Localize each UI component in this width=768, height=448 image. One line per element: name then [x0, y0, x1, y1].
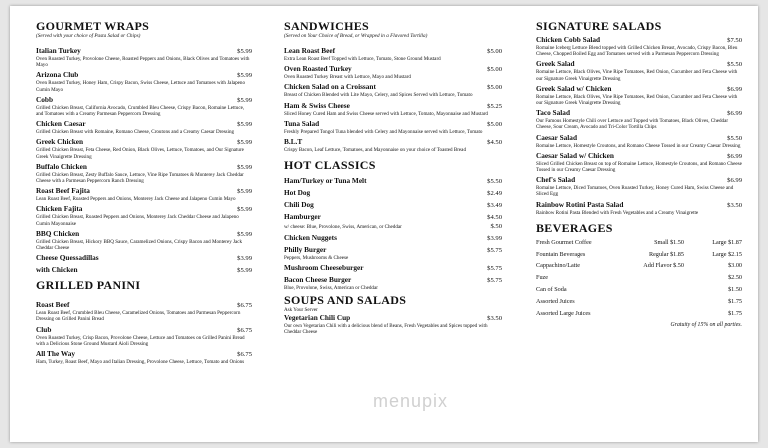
menu-item-name: Greek Salad w/ Chicken — [536, 83, 612, 93]
menu-item-desc: Oven Roasted Turkey Breast with Lettuce, Mayo and Mustard — [284, 74, 411, 81]
menu-item-desc: Oven Roasted Turkey, Honey Ham, Crispy Bacon, Swiss Cheese, Lettuce and Tomatoes with Jalapeno Cumin Mayo — [36, 80, 246, 93]
soups-salads-subtitle: Ask Your Server — [284, 306, 318, 313]
menu-item — [536, 35, 742, 57]
menu-item-row — [36, 349, 252, 359]
beverage-name: Assorted Large Juices — [536, 309, 591, 317]
beverage-price: Large $2.15 — [712, 250, 742, 258]
menu-item-row — [284, 176, 502, 186]
menu-item-row — [284, 119, 502, 129]
menu-item-price: $5.75 — [487, 265, 502, 273]
menu-item-price: $3.50 — [727, 201, 742, 209]
menu-item-name: Ham/Turkey or Tuna Melt — [284, 176, 367, 186]
menu-item-desc: Romaine Lettuce, Diced Tomatoes, Oven Roasted Turkey, Honey Cured Ham, Swiss Cheese and Sliced Egg — [536, 185, 734, 198]
menu-item-name: Chicken Nuggets — [284, 233, 337, 243]
menu-item — [284, 188, 502, 198]
menu-item — [284, 137, 502, 153]
menu-item — [536, 133, 742, 149]
menu-item-desc: Romaine Lettuce, Homestyle Croutons, and Romano Cheese Tossed in our Creamy Caesar Dressing — [536, 142, 741, 149]
menu-item-name: Ham & Swiss Cheese — [284, 100, 350, 110]
menu-item — [284, 82, 502, 98]
menu-item-price: $5.99 — [237, 72, 252, 80]
menu-item-price: $5.99 — [237, 139, 252, 147]
menu-item-price: $5.00 — [487, 48, 502, 55]
signature-salads-list — [536, 35, 742, 216]
menu-item-price: $3.49 — [487, 202, 502, 210]
menu-item-desc: Grilled Chicken Breast, Zesty Buffalo Sauce, Lettuce, Vine Ripe Tomatoes & Monterey Jack Cheddar Cheese with a Parmesan Peppercorn Ranch Dressing — [36, 171, 244, 185]
menu-item-row — [36, 186, 252, 196]
menu-item-name: Greek Salad — [536, 59, 575, 69]
menu-item — [36, 119, 252, 135]
menu-item-row — [36, 204, 252, 214]
menu-item-desc: Grilled Chicken Breast with Romaine, Romano Cheese, Croutons and a Creamy Caesar Dressing — [36, 129, 235, 136]
watermark-logo: menupix — [373, 391, 449, 411]
menu-item-desc: Peppers, Mushrooms & Cheese — [284, 255, 349, 262]
menu-item — [36, 229, 252, 251]
menu-item-price: $5.00 — [487, 66, 502, 74]
menu-item-desc: Freshly Prepared Tongol Tuna blended with Celery and Mayonnaise served with Lettuce, Tomato — [284, 128, 483, 135]
menu-item-price: $7.50 — [727, 37, 742, 44]
menu-item-desc: Ham, Turkey, Roast Beef, Mayo and Italian Dressing, Provolone Cheese, Lettuce, Tomato and Onions — [36, 359, 245, 366]
menu-item-name: Chicken Cobb Salad — [536, 35, 601, 44]
menu-item-desc: Romaine Lettuce, Black Olives, Vine Ripe Tomatoes, Red Onion, Cucumber and Feta Cheese with our Signature Greek Vinaigrette Dressing — [536, 93, 738, 107]
menu-item-price: $5.99 — [237, 163, 252, 171]
menu-item-name: Mushroom Cheeseburger — [284, 263, 364, 273]
grilled-panini-list — [36, 300, 252, 365]
hot-classics-heading: HOT CLASSICS — [284, 158, 376, 173]
beverage-size-price: Small $1.50 — [654, 238, 684, 246]
menu-item-price: $4.50 — [487, 139, 502, 147]
signature-salads-heading: SIGNATURE SALADS — [536, 19, 662, 33]
menu-item — [36, 265, 252, 275]
menu-item-desc: Grilled Chicken Breast, California Avocado, Crumbled Bleu Cheese, Crispy Bacon, Romaine Lettuce, and Tomatoes with a Creamy Parmesan Peppercorn Dressing — [36, 104, 245, 118]
menu-item — [536, 84, 742, 106]
beverages-list — [536, 237, 742, 320]
beverage-size-price: Add Flavor $.50 — [643, 262, 684, 270]
menu-item-name: Caesar Salad — [536, 132, 578, 142]
beverage-name: Fuze — [536, 274, 549, 282]
menu-item-desc: Crispy Bacon, Leaf Lettuce, Tomatoes, and Mayonnaise on your choice of Toasted Bread — [284, 147, 466, 154]
menu-item-name: Hot Dog — [284, 188, 311, 198]
menu-item-desc: Romaine Iceberg Lettuce Blend topped with Grilled Chicken Breast, Avocado, Crispy Bacon, Bleu Cheese, Chopped Boiled Egg and Tomatoes served with a Parmesan Peppercorn Dressing — [536, 45, 738, 58]
beverage-name: Fountain Beverages — [536, 250, 586, 258]
menu-item-price: $5.99 — [237, 188, 252, 196]
menu-item-row — [36, 229, 252, 239]
menu-item-row — [536, 59, 742, 69]
menu-page — [10, 6, 758, 442]
menu-item-row — [284, 212, 502, 222]
menu-item-price: $5.99 — [237, 121, 252, 129]
menu-item-row — [284, 188, 502, 198]
beverage-row — [536, 296, 742, 308]
menu-item — [536, 151, 742, 173]
menu-item-row — [284, 275, 502, 285]
menu-item-price: $6.99 — [727, 152, 742, 160]
menu-item — [284, 275, 502, 291]
menu-item-row — [284, 313, 502, 323]
beverage-name: Assorted Juices — [536, 297, 575, 305]
menu-item-row — [36, 137, 252, 147]
menu-item-row — [36, 265, 252, 275]
menu-item-desc: Sliced Grilled Chicken Breast on top of Romaine Lettuce, Homestyle Croutons, and Romano Cheese Tossed in our Creamy Caesar Dressing — [536, 160, 742, 174]
menu-item-row — [284, 137, 502, 147]
menu-item-extra-row — [284, 222, 502, 231]
menu-item — [284, 263, 502, 273]
menu-item-price: $5.75 — [487, 277, 502, 285]
menu-item-row — [536, 84, 742, 94]
beverage-price: $1.50 — [728, 286, 742, 294]
beverages-heading: BEVERAGES — [536, 220, 613, 235]
menu-item-name: Taco Salad — [536, 108, 570, 118]
menu-item-name: Chef's Salad — [536, 175, 576, 185]
menu-item-price: $3.50 — [487, 314, 502, 322]
menu-item — [284, 233, 502, 243]
menu-item-price: $5.99 — [237, 96, 252, 104]
menu-item-name: Bacon Cheese Burger — [284, 275, 352, 285]
menu-item-name: with Chicken — [36, 265, 78, 275]
beverage-row — [536, 284, 742, 296]
menu-item-price: $5.99 — [237, 267, 252, 275]
menu-item-row — [536, 133, 742, 143]
sandwiches-heading: SANDWICHES — [284, 19, 370, 33]
menu-item-price: $5.75 — [487, 247, 502, 255]
menu-item — [36, 253, 252, 263]
menu-item-name: Arizona Club — [36, 70, 79, 80]
menu-item-name: Caesar Salad w/ Chicken — [536, 150, 614, 160]
menu-item — [284, 119, 502, 135]
menu-item-price: $5.00 — [487, 84, 502, 92]
menu-item-desc: Grilled Chicken Breast, Hickory BBQ Sauce, Caramelized Onions, Crispy Bacon and Monterey Jack Cheddar Cheese — [36, 238, 243, 252]
menu-item-name: Greek Chicken — [36, 137, 84, 147]
menu-item — [36, 70, 252, 92]
menu-item-price: $6.75 — [237, 302, 252, 310]
menu-item-row — [36, 70, 252, 80]
menu-item-price: $3.99 — [487, 235, 502, 243]
menu-item-desc: Lean Roast Beef, Roasted Peppers and Onions, Monterey Jack Cheese and Jalapeno Cumin Mayo — [36, 196, 236, 203]
menu-item-price: $5.00 — [487, 120, 502, 128]
menu-item-price: $5.99 — [237, 230, 252, 238]
beverage-price: $3.00 — [728, 262, 742, 270]
menu-item — [536, 200, 742, 216]
beverage-row — [536, 249, 742, 261]
menu-item-price: $3.99 — [237, 255, 252, 263]
menu-item — [36, 325, 252, 347]
menu-item-price: $6.75 — [237, 351, 252, 359]
beverage-row — [536, 237, 742, 249]
menu-item-row — [284, 64, 502, 74]
menu-item-name: Chili Dog — [284, 200, 314, 210]
menu-item — [284, 212, 502, 231]
menu-item-desc: Grilled Chicken Breast, Roasted Peppers and Onions, Monterey Jack Cheddar Cheese and Jalapeno Cumin Mayonnaise — [36, 214, 239, 227]
menu-item-name: Roast Beef Fajita — [36, 186, 90, 196]
menu-item-desc: Oven Roasted Turkey, Crisp Bacon, Provolone Cheese, Lettuce and Tomatoes on Grilled Panini Bread with a Delicious Stone Ground Mustard Aioli Dressing — [36, 334, 245, 347]
menu-item — [536, 108, 742, 130]
beverage-row — [536, 308, 742, 320]
menu-item-name: Chicken Caesar — [36, 119, 86, 129]
menu-item-row — [36, 46, 252, 56]
menu-item — [36, 204, 252, 226]
hot-classics-list — [284, 176, 502, 291]
menu-item-desc: Lean Roast Beef, Crumbled Bleu Cheese, Caramelized Onions, Tomatoes and Parmesan Peppercorn Dressing on Grilled Panini Bread — [36, 310, 241, 323]
menu-item-price: $5.25 — [487, 102, 502, 110]
menu-item-name: Lean Roast Beef — [284, 46, 336, 55]
menu-item-price: $5.50 — [727, 134, 742, 142]
menu-item-extra-price: $.50 — [490, 223, 502, 231]
beverage-price: $1.75 — [728, 309, 742, 317]
menu-item-name: Vegetarian Chili Cup — [284, 312, 351, 322]
gourmet-wraps-subtitle: (Served with your choice of Pasta Salad or Chips) — [36, 33, 141, 39]
menu-item-name: BBQ Chicken — [36, 228, 80, 238]
menu-item-name: B.L.T — [284, 137, 303, 147]
menu-item-price: $5.50 — [727, 61, 742, 69]
menu-item-price: $6.75 — [237, 326, 252, 334]
menu-item-row — [284, 263, 502, 273]
menu-item — [36, 349, 252, 365]
beverage-size-price: Regular $1.85 — [648, 250, 684, 258]
menu-item-name: Cobb — [36, 94, 54, 104]
menu-item-name: Cheese Quessadillas — [36, 253, 99, 263]
menu-item-name: Buffalo Chicken — [36, 161, 87, 171]
menu-item — [284, 313, 502, 335]
menu-item — [284, 245, 502, 261]
menu-item-name: Oven Roasted Turkey — [284, 64, 352, 74]
menu-item-price: $6.99 — [727, 110, 742, 118]
menu-item-row — [36, 162, 252, 172]
menu-item-price: $5.50 — [487, 178, 502, 186]
menu-item-price: $5.99 — [237, 206, 252, 214]
beverage-name: Fresh Gourmet Coffee — [536, 238, 592, 246]
column-middle — [284, 20, 502, 337]
menu-item-name: Rainbow Rotini Pasta Salad — [536, 199, 624, 209]
menu-item — [36, 95, 252, 117]
menu-item-name: Italian Turkey — [36, 46, 81, 55]
menu-item — [36, 162, 252, 184]
column-right — [536, 20, 742, 328]
menu-item-desc: Oven Roasted Turkey, Provolone Cheese, Roasted Peppers and Onions, Black Olives and Tomatoes with Mayo — [36, 56, 250, 69]
gourmet-wraps-heading: GOURMET WRAPS — [36, 19, 150, 33]
menu-item-desc: Sliced Honey Cured Ham and Swiss Cheese served with Lettuce, Tomato, Mayonnaise and Mustard — [284, 110, 488, 117]
gratuity-note: Gratuity of 15% on all parties. — [670, 322, 742, 329]
menu-item — [36, 137, 252, 159]
menu-item-price: $6.99 — [727, 177, 742, 185]
menu-item-name: Tuna Salad — [284, 118, 320, 128]
menu-item-row — [36, 253, 252, 263]
menu-item-row — [284, 101, 502, 111]
menu-item-name: Hamburger — [284, 212, 321, 222]
menu-item-desc: w/ cheese: Blue, Provolone, Swiss, American, or Cheddar — [284, 224, 402, 231]
column-left — [36, 20, 252, 367]
menu-item-row — [536, 151, 742, 161]
menu-item-price: $5.99 — [237, 48, 252, 55]
menu-item-row — [284, 233, 502, 243]
menu-item-row — [284, 245, 502, 255]
menu-item-name: Chicken Fajita — [36, 204, 83, 214]
menu-item — [536, 175, 742, 197]
menu-item-row — [36, 300, 252, 310]
grilled-panini-heading: GRILLED PANINI — [36, 278, 141, 293]
menu-item-desc: Our Famous Homestyle Chili over Lettuce and Topped with Tomatoes, Black Olives, Cheddar Cheese, Sour Cream, Avocado and Tri-Color Tortilla Chips — [536, 118, 729, 131]
menu-item-row — [36, 119, 252, 129]
menu-item-desc: Grilled Chicken Breast, Feta Cheese, Red Onion, Black Olives, Lettuce, Tomatoes, and Our Signature Greek Vinaigrette Dressing — [36, 147, 244, 160]
menu-item-name: Roast Beef — [36, 300, 70, 310]
beverage-row — [536, 260, 742, 272]
menu-item-name: Philly Burger — [284, 245, 327, 255]
menu-item — [36, 300, 252, 322]
menu-item-price: $2.49 — [487, 190, 502, 198]
beverage-name: Can of Soda — [536, 286, 567, 294]
menu-item-desc: Our own Vegetarian Chili with a delicious blend of Beans, Fresh Vegetables and Spices topped with Cheddar Cheese — [284, 322, 488, 336]
beverage-price: $1.75 — [728, 297, 742, 305]
menu-item — [284, 200, 502, 210]
menu-item — [36, 46, 252, 68]
menu-item-desc: Extra Lean Roast Beef Topped with Lettuce, Tomato, Stone Ground Mustard — [284, 56, 441, 62]
sandwiches-subtitle: (Served on Your Choice of Bread, or Wrapped in a Flavored Tortilla) — [284, 33, 428, 39]
soups-salads-list — [284, 313, 502, 335]
menu-item-row — [536, 108, 742, 118]
beverage-price: Large $1.87 — [712, 238, 742, 246]
menu-item-name: Chicken Salad on a Croissant — [284, 82, 376, 92]
menu-item-desc: Rainbow Rotini Pasta Blended with Fresh Vegetables and a Creamy Vinaigrette — [536, 209, 699, 216]
menu-item-row — [36, 325, 252, 335]
menu-item-price: $4.50 — [487, 214, 502, 222]
menu-item-row — [36, 95, 252, 105]
beverage-name: Cappachino/Latte — [536, 262, 580, 270]
menu-item — [36, 186, 252, 202]
menu-item — [536, 59, 742, 81]
menu-item — [284, 64, 502, 80]
menu-item-desc: Romaine Lettuce, Black Olives, Vine Ripe Tomatoes, Red Onion, Cucumber and Feta Cheese with our Signature Greek Vinaigrette Dressing — [536, 69, 738, 82]
menu-item — [284, 101, 502, 117]
sandwiches-list — [284, 46, 502, 153]
gourmet-wraps-list — [36, 46, 252, 275]
soups-salads-heading: SOUPS AND SALADS — [284, 292, 407, 307]
menu-item-row — [536, 175, 742, 185]
menu-item — [284, 176, 502, 186]
menu-item-row — [284, 46, 502, 56]
beverage-price: $2.50 — [728, 274, 742, 282]
menu-item-name: All The Way — [36, 349, 76, 359]
menu-item-row — [536, 200, 742, 210]
menu-item-row — [536, 35, 742, 45]
menu-item-row — [284, 82, 502, 92]
beverage-row — [536, 272, 742, 284]
menu-item-desc: Blue, Provolone, Swiss, American or Cheddar — [284, 285, 378, 292]
menu-item-name: Club — [36, 324, 52, 334]
menu-item-desc: Breast of Chicken Blended with Lite Mayo, Celery, and Spices Served with Lettuce, Tomato — [284, 92, 473, 99]
menu-item-row — [284, 200, 502, 210]
menu-item-price: $6.99 — [727, 85, 742, 93]
menu-item — [284, 46, 502, 62]
